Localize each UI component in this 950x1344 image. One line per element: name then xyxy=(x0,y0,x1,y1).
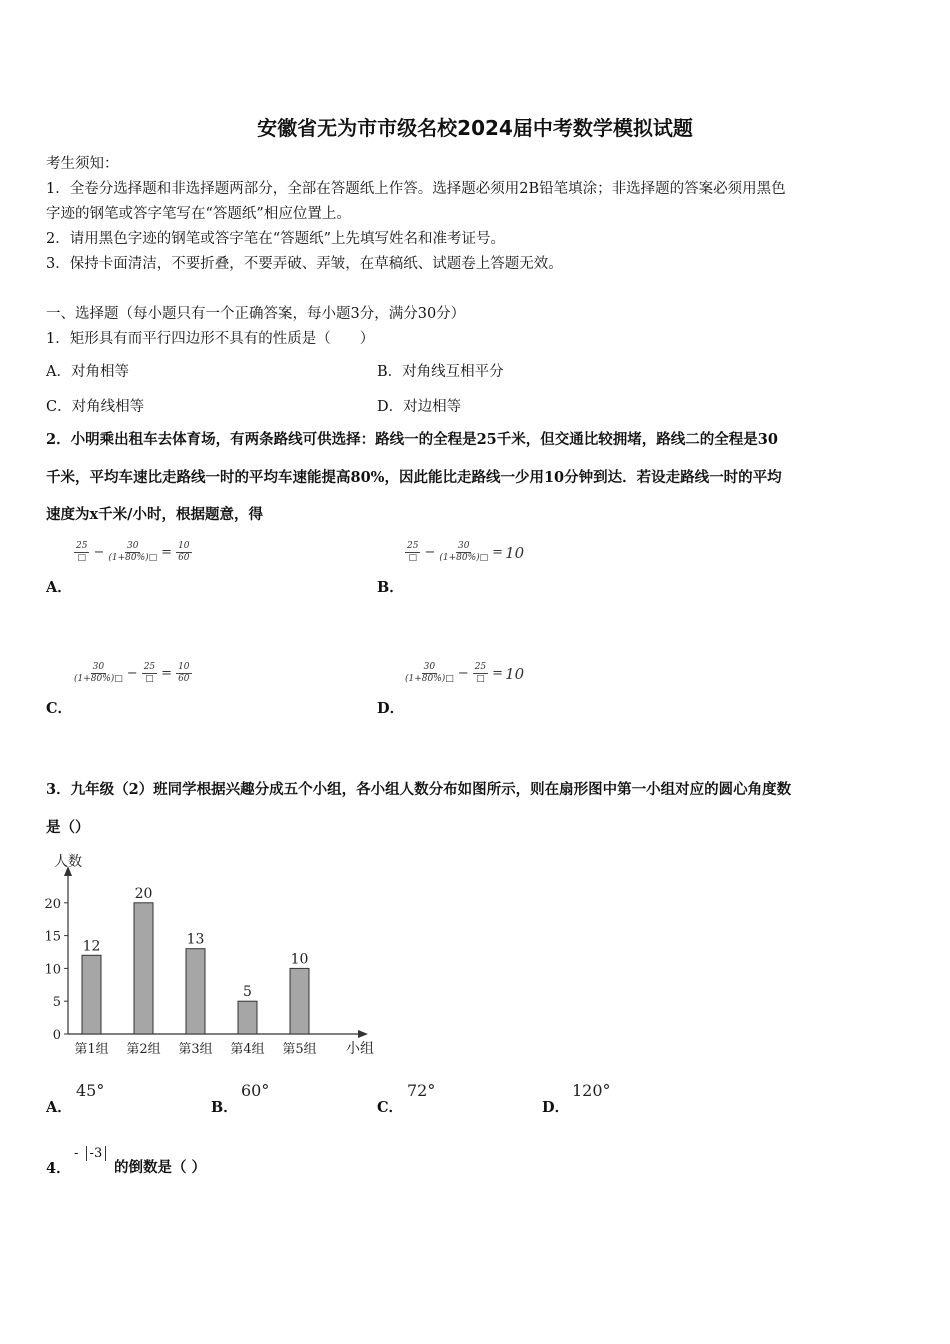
y-axis-label: 人数 xyxy=(54,854,82,870)
bar-value-label: 10 xyxy=(290,951,309,968)
notice-line-3: 3．保持卡面清洁，不要折叠，不要弄破、弄皱，在草稿纸、试题卷上答题无效。 xyxy=(46,256,563,272)
x-category-label: 第1组 xyxy=(74,1042,109,1057)
q2-line-3: 速度为x千米/小时，根据题意，得 xyxy=(46,506,263,523)
page-title: 安徽省无为市市级名校2024届中考数学模拟试题 xyxy=(257,116,693,140)
q2-line-1: 2．小明乘出租车去体育场，有两条路线可供选择：路线一的全程是25千米，但交通比较拥堵，路线二的全程是30 xyxy=(46,431,778,448)
q4-suffix: 的倒数是（ ） xyxy=(114,1159,207,1176)
q2-label-d: D． xyxy=(377,700,405,717)
q1-option-c: C．对角线相等 xyxy=(46,399,145,415)
q1-option-a: A．对角相等 xyxy=(46,364,129,380)
q2-label-c: C． xyxy=(46,700,73,717)
x-category-label: 第3组 xyxy=(178,1042,213,1057)
x-axis-label: 小组 xyxy=(346,1041,374,1057)
q3-line-1: 3．九年级（2）班同学根据兴趣分成五个小组，各小组人数分布如图所示，则在扇形图中第一小组对应的圆心角度数 xyxy=(46,781,792,798)
q2-label-b: B． xyxy=(377,579,404,596)
q2-formula-d: 30 (1+80%)□ − 25 □ = 10 xyxy=(405,662,525,684)
q1-option-d: D．对边相等 xyxy=(377,399,462,415)
q3-option-value: 120° xyxy=(572,1081,611,1100)
q3-option-value: 72° xyxy=(407,1081,436,1100)
x-category-label: 第5组 xyxy=(282,1042,317,1057)
notice-line-1a: 1．全卷分选择题和非选择题两部分，全部在答题纸上作答。选择题必须用2B铅笔填涂；非选择题的答案必须用黑色 xyxy=(46,181,786,197)
q2-line-2: 千米，平均车速比走路线一时的平均车速能提高80%，因此能比走路线一少用10分钟到达．若设走路线一时的平均 xyxy=(46,469,782,486)
q3-option-value: 60° xyxy=(241,1081,270,1100)
q3-option-label: D． xyxy=(542,1099,570,1116)
notice-line-2: 2．请用黑色字迹的钢笔或答字笔在“答题纸”上先填写姓名和准考证号。 xyxy=(46,231,506,247)
q4-prefix: 4． xyxy=(46,1160,71,1177)
q4-expression: - -3 xyxy=(74,1146,106,1161)
bar-value-label: 20 xyxy=(134,885,153,902)
q2-formula-a: 25 □ − $\frac{30}{(1+80\%)□}$ = $\frac{10}{60}$ xyxy=(76,541,190,563)
bar-group-3 xyxy=(186,949,205,1034)
x-axis-arrow xyxy=(358,1030,368,1038)
q2-formula-b: 25 □ − $\frac{30}{(1+80\%)□}$ = 10 xyxy=(407,541,525,563)
notice-line-1b: 字迹的钢笔或答字笔写在“答题纸”相应位置上。 xyxy=(46,206,351,222)
q3-option-label: C． xyxy=(377,1099,404,1116)
section-heading: 一、选择题（每小题只有一个正确答案，每小题3分，满分30分） xyxy=(46,306,466,322)
q2-formula-c: 30 (1+80%)□ − 25 □ = $\frac{10}{60}$ xyxy=(74,662,190,684)
q2-label-a: A． xyxy=(46,579,72,596)
bar-group-4 xyxy=(238,1001,257,1034)
notice-heading: 考生须知： xyxy=(46,156,119,172)
y-tick-label: 20 xyxy=(44,896,61,912)
y-tick-label: 0 xyxy=(52,1028,61,1043)
x-category-label: 第4组 xyxy=(230,1042,265,1057)
bar-value-label: 5 xyxy=(243,984,252,1001)
y-tick-label: 15 xyxy=(44,929,61,945)
q3-line-2: 是（） xyxy=(46,819,90,836)
q3-option-label: B． xyxy=(211,1099,238,1116)
x-category-label: 第2组 xyxy=(126,1042,161,1057)
q1-option-b: B．对角线互相平分 xyxy=(377,364,504,380)
bar-chart xyxy=(40,850,390,1065)
bar-group-2 xyxy=(134,903,153,1034)
bar-value-label: 12 xyxy=(82,938,101,955)
q3-option-value: 45° xyxy=(76,1081,105,1100)
q1-stem: 1．矩形具有而平行四边形不具有的性质是（ ） xyxy=(46,331,375,347)
bar-group-1 xyxy=(82,955,101,1034)
y-tick-label: 5 xyxy=(52,995,61,1011)
q3-option-label: A． xyxy=(46,1099,72,1116)
bar-group-5 xyxy=(290,968,309,1034)
y-tick-label: 10 xyxy=(44,962,61,978)
bar-value-label: 13 xyxy=(186,931,205,948)
